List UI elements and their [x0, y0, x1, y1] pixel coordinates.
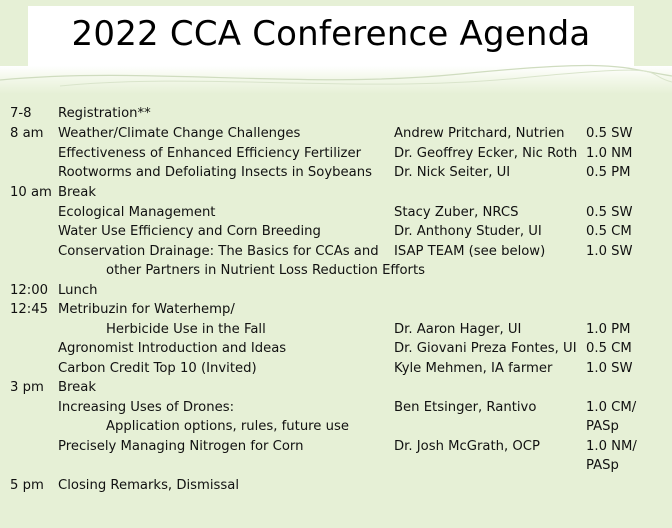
agenda-credit: 1.0 CM/ [586, 400, 637, 415]
agenda-speaker: Ben Etsinger, Rantivo [394, 400, 537, 415]
agenda-credit: 0.5 SW [586, 205, 633, 220]
agenda-topic-continuation: other Partners in Nutrient Loss Reduction Efforts [106, 263, 426, 278]
agenda-topic-continuation: Herbicide Use in the Fall [106, 322, 266, 337]
agenda-topic: Agronomist Introduction and Ideas [58, 341, 287, 356]
agenda-credit: 0.5 CM [586, 341, 632, 356]
agenda-speaker: Stacy Zuber, NRCS [394, 205, 519, 220]
agenda-credit: 1.0 SW [586, 244, 633, 259]
agenda-topic: Water Use Efficiency and Corn Breeding [58, 224, 321, 239]
agenda-time: 3 pm [10, 380, 44, 395]
agenda-time: 12:45 [10, 302, 49, 317]
agenda-speaker: Dr. Nick Seiter, UI [394, 165, 511, 180]
agenda-credit: 1.0 NM [586, 146, 633, 161]
agenda-topic: Increasing Uses of Drones: [58, 400, 235, 415]
agenda-topic: Closing Remarks, Dismissal [58, 478, 240, 493]
agenda-topic-continuation: Application options, rules, future use [106, 419, 349, 434]
agenda-speaker: Dr. Josh McGrath, OCP [394, 439, 540, 454]
agenda-topic: Precisely Managing Nitrogen for Corn [58, 439, 304, 454]
agenda-credit: 0.5 SW [586, 126, 633, 141]
agenda-speaker: Kyle Mehmen, IA farmer [394, 361, 553, 376]
agenda-topic: Break [58, 380, 97, 395]
agenda-topic: Registration** [58, 106, 151, 121]
agenda-speaker: Dr. Giovani Preza Fontes, UI [394, 341, 577, 356]
agenda-topic: Effectiveness of Enhanced Efficiency Fertilizer [58, 146, 361, 161]
agenda-time: 8 am [10, 126, 44, 141]
agenda-time: 5 pm [10, 478, 44, 493]
agenda-speaker: Dr. Geoffrey Ecker, Nic Roth [394, 146, 578, 161]
agenda-speaker: Andrew Pritchard, Nutrien [394, 126, 565, 141]
agenda-credit: 0.5 CM [586, 224, 632, 239]
agenda-speaker: Dr. Aaron Hager, UI [394, 322, 522, 337]
agenda-time: 10 am [10, 185, 52, 200]
agenda-topic: Ecological Management [58, 205, 216, 220]
agenda-topic: Conservation Drainage: The Basics for CCAs and [58, 244, 379, 259]
agenda-credit: 1.0 NM/ [586, 439, 637, 454]
agenda-credit: PASp [586, 458, 619, 473]
page-title: 2022 CCA Conference Agenda [71, 14, 591, 54]
agenda-speaker: Dr. Anthony Studer, UI [394, 224, 542, 239]
agenda-credit: PASp [586, 419, 619, 434]
agenda-topic: Weather/Climate Change Challenges [58, 126, 301, 141]
agenda-speaker: ISAP TEAM (see below) [394, 244, 546, 259]
agenda-topic: Metribuzin for Waterhemp/ [58, 302, 235, 317]
agenda-credit: 0.5 PM [586, 165, 631, 180]
agenda-time: 7-8 [10, 106, 32, 121]
agenda-topic: Rootworms and Defoliating Insects in Soybeans [58, 165, 372, 180]
agenda-topic: Lunch [58, 283, 98, 298]
agenda-topic: Carbon Credit Top 10 (Invited) [58, 361, 257, 376]
agenda-credit: 1.0 PM [586, 322, 631, 337]
agenda-topic: Break [58, 185, 97, 200]
agenda-credit: 1.0 SW [586, 361, 633, 376]
agenda-time: 12:00 [10, 283, 49, 298]
